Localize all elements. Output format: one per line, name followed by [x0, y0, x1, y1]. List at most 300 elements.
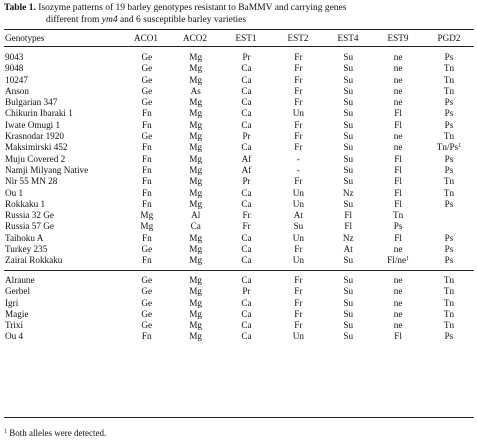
- isozyme-cell: [221, 188, 273, 199]
- isozyme-cell: [424, 331, 474, 342]
- isozyme-cell: [171, 221, 221, 232]
- isozyme-cell: [123, 275, 171, 286]
- cell-value: ne: [393, 275, 403, 285]
- cell-value: Pr: [242, 131, 251, 142]
- cell-value: Tn: [443, 176, 455, 187]
- cell-value: Mg: [189, 308, 202, 319]
- isozyme-cell: [272, 255, 324, 266]
- isozyme-cell: [171, 63, 221, 74]
- genotype-name-cell: [4, 309, 123, 320]
- cell-value: Su: [343, 320, 354, 331]
- isozyme-cell: [372, 97, 424, 108]
- isozyme-cell: [424, 154, 474, 165]
- genotype-name-cell: [4, 286, 123, 297]
- cell-value: Su: [293, 221, 304, 232]
- cell-value: Fl: [394, 153, 402, 164]
- cell-value: Mg: [189, 244, 203, 255]
- table-row: [4, 154, 474, 165]
- isozyme-cell: [123, 75, 171, 86]
- isozyme-cell: [272, 120, 324, 131]
- isozyme-cell: [123, 120, 171, 131]
- isozyme-cell: [424, 199, 474, 210]
- isozyme-cell: [372, 331, 424, 342]
- cell-value: Mg: [189, 331, 202, 342]
- isozyme-cell: [272, 286, 324, 297]
- isozyme-cell: [221, 176, 273, 187]
- isozyme-cell: [123, 221, 171, 232]
- cell-value: Ca: [241, 187, 252, 198]
- isozyme-cell: [221, 233, 273, 244]
- cell-value: Ge: [141, 63, 153, 74]
- isozyme-cell: [424, 142, 474, 153]
- footnote-reference: 1: [406, 256, 410, 263]
- column-header: EST2: [287, 33, 309, 43]
- cell-value: Mg: [189, 108, 203, 119]
- cell-value: Fl: [394, 331, 402, 342]
- isozyme-cell: [221, 255, 273, 266]
- cell-value: 9048: [5, 63, 24, 74]
- isozyme-cell: [372, 176, 424, 187]
- cell-value: Su: [343, 142, 354, 153]
- isozyme-cell: [123, 188, 171, 199]
- table-row: [4, 75, 474, 86]
- isozyme-cell: [324, 63, 372, 74]
- cell-value: Russia 57 Ge: [5, 221, 54, 232]
- isozyme-cell: [123, 176, 171, 187]
- cell-value: Nir 55 MN 28: [5, 176, 58, 187]
- isozyme-cell: [372, 120, 424, 131]
- table-row: [4, 309, 474, 320]
- resistant-genotypes-table: [4, 52, 474, 267]
- cell-value: Af: [241, 164, 252, 175]
- cell-value: Un: [292, 187, 304, 198]
- table-header: [4, 31, 474, 45]
- isozyme-cell: [123, 309, 171, 320]
- column-header: Genotypes: [5, 33, 45, 43]
- cell-value: Su: [343, 119, 354, 130]
- isozyme-cell: [372, 188, 424, 199]
- cell-value: Fr: [294, 297, 303, 308]
- isozyme-cell: [171, 52, 221, 63]
- cell-value: Mg: [189, 320, 202, 331]
- table-row: [4, 176, 474, 187]
- isozyme-cell: [324, 221, 372, 232]
- cell-value: Mg: [189, 52, 203, 62]
- cell-value: Fl: [344, 210, 353, 221]
- isozyme-cell: [221, 142, 273, 153]
- genotype-name-cell: [4, 221, 123, 232]
- isozyme-cell: [221, 86, 273, 97]
- cell-value: Ps: [444, 97, 454, 108]
- isozyme-cell: [123, 154, 171, 165]
- cell-value: Tn: [443, 74, 455, 85]
- isozyme-cell: [424, 97, 474, 108]
- genotype-name-cell: [4, 154, 123, 165]
- cell-value: Ps: [444, 244, 454, 255]
- cell-value: ne: [393, 52, 403, 62]
- genotype-name-cell: [4, 320, 123, 331]
- isozyme-cell: [171, 298, 221, 309]
- isozyme-cell: [171, 75, 221, 86]
- isozyme-cell: [372, 244, 424, 255]
- table-row: [4, 108, 474, 119]
- isozyme-cell: [424, 309, 474, 320]
- cell-value: At: [343, 244, 353, 255]
- isozyme-cell: [424, 165, 474, 176]
- isozyme-cell: [272, 75, 324, 86]
- cell-value: ne: [393, 142, 403, 153]
- isozyme-cell: [123, 86, 171, 97]
- isozyme-cell: [424, 188, 474, 199]
- cell-value: -: [296, 153, 300, 164]
- cell-value: Fn: [141, 331, 152, 342]
- isozyme-cell: [123, 255, 171, 266]
- isozyme-cell: [272, 298, 324, 309]
- cell-value: Ge: [141, 74, 153, 85]
- cell-value: Ca: [241, 308, 252, 319]
- isozyme-cell: [324, 255, 372, 266]
- cell-value: Fr: [294, 275, 303, 285]
- cell-value: Un: [292, 232, 304, 243]
- isozyme-cell: [424, 275, 474, 286]
- isozyme-cell: [272, 199, 324, 210]
- table-row: [4, 188, 474, 199]
- cell-value: Fr: [294, 308, 303, 319]
- cell-value: Fr: [294, 52, 303, 62]
- table-row: [4, 233, 474, 244]
- cell-value: Muju Covered 2: [5, 153, 66, 164]
- cell-value: ne: [393, 297, 403, 308]
- isozyme-cell: [171, 331, 221, 342]
- genotype-name-cell: [4, 331, 123, 342]
- isozyme-cell: [123, 320, 171, 331]
- cell-value: Mg: [189, 255, 203, 266]
- isozyme-cell: [324, 165, 372, 176]
- isozyme-cell: [221, 63, 273, 74]
- table-row: [4, 244, 474, 255]
- cell-value: Pr: [242, 52, 251, 62]
- genotype-name-cell: [4, 255, 123, 266]
- isozyme-cell: [372, 52, 424, 63]
- cell-value: Krasnodar 1920: [5, 131, 64, 142]
- isozyme-cell: [123, 244, 171, 255]
- cell-value: Trixi: [5, 320, 24, 331]
- cell-value: Ge: [141, 52, 153, 62]
- isozyme-cell: [324, 309, 372, 320]
- isozyme-cell: [171, 286, 221, 297]
- isozyme-cell: [272, 52, 324, 63]
- isozyme-cell: [324, 199, 372, 210]
- cell-value: Ca: [241, 244, 252, 255]
- genotype-name-cell: [4, 108, 123, 119]
- isozyme-cell: [324, 331, 372, 342]
- isozyme-cell: [171, 154, 221, 165]
- cell-value: Ca: [241, 63, 252, 74]
- cell-value: Mg: [189, 187, 203, 198]
- cell-value: Ca: [241, 297, 252, 308]
- genotype-name-cell: [4, 176, 123, 187]
- cell-value: Tn: [392, 210, 404, 221]
- isozyme-cell: [424, 120, 474, 131]
- cell-value: At: [293, 210, 303, 221]
- cell-value: Tn: [443, 308, 455, 319]
- cell-value: Pr: [242, 286, 251, 297]
- cell-value: Fl: [394, 164, 402, 175]
- column-header: EST9: [387, 33, 409, 43]
- cell-value: Su: [343, 286, 354, 297]
- table-row: [4, 255, 474, 266]
- table-row: [4, 165, 474, 176]
- cell-value: Ge: [141, 244, 153, 255]
- cell-value: Mg: [140, 221, 154, 232]
- isozyme-cell: [424, 63, 474, 74]
- cell-value: Ps: [444, 198, 454, 209]
- cell-value: Un: [292, 108, 304, 119]
- cell-value: Fr: [242, 221, 251, 232]
- cell-value: Ou 4: [5, 331, 24, 342]
- cell-value: Fn: [141, 153, 152, 164]
- table-row: [4, 286, 474, 297]
- cell-value: Mg: [189, 275, 202, 285]
- isozyme-cell: [324, 75, 372, 86]
- isozyme-cell: [123, 131, 171, 142]
- cell-value: Fr: [294, 244, 303, 255]
- isozyme-cell: [424, 75, 474, 86]
- cell-value: Fn: [141, 142, 152, 153]
- isozyme-cell: [221, 244, 273, 255]
- cell-value: Nz: [342, 232, 354, 243]
- genotype-name-cell: [4, 86, 123, 97]
- susceptible-varieties-table: [4, 275, 474, 343]
- cell-value: ne: [393, 63, 403, 74]
- isozyme-cell: [221, 298, 273, 309]
- cell-value: Mg: [189, 97, 203, 108]
- cell-value: Mg: [140, 210, 154, 221]
- isozyme-cell: [324, 244, 372, 255]
- table-label: Table 1.: [4, 3, 36, 13]
- isozyme-cell: [221, 165, 273, 176]
- cell-value: Mg: [189, 153, 203, 164]
- cell-value: Su: [343, 308, 354, 319]
- table-row: [4, 320, 474, 331]
- cell-value: Fn: [141, 164, 152, 175]
- isozyme-cell: [372, 221, 424, 232]
- cell-value: Ge: [141, 85, 153, 96]
- isozyme-cell: [324, 86, 372, 97]
- cell-value: Russia 32 Ge: [5, 210, 54, 221]
- caption-gene-name: ym4: [101, 15, 118, 25]
- isozyme-cell: [372, 320, 424, 331]
- cell-value: Nz: [342, 187, 354, 198]
- isozyme-cell: [272, 97, 324, 108]
- isozyme-cell: [372, 233, 424, 244]
- cell-value: Mg: [189, 74, 203, 85]
- isozyme-cell: [221, 199, 273, 210]
- cell-value: ne: [393, 85, 403, 96]
- isozyme-cell: [123, 286, 171, 297]
- cell-value: Mg: [189, 131, 203, 142]
- isozyme-cell: [123, 210, 171, 221]
- table-row: [4, 210, 474, 221]
- cell-value: Fl: [394, 187, 402, 198]
- isozyme-cell: [272, 221, 324, 232]
- cell-value: Chikurin Ibaraki 1: [5, 108, 73, 119]
- cell-value: Ge: [141, 286, 153, 297]
- cell-value: Ge: [141, 131, 153, 142]
- isozyme-cell: [221, 52, 273, 63]
- isozyme-cell: [272, 165, 324, 176]
- cell-value: Fl/ne: [387, 255, 407, 266]
- cell-value: Su: [343, 297, 354, 308]
- isozyme-cell: [123, 165, 171, 176]
- cell-value: Ge: [141, 297, 153, 308]
- cell-value: Su: [343, 52, 354, 62]
- cell-value: Ge: [141, 320, 153, 331]
- cell-value: ne: [393, 286, 403, 297]
- isozyme-cell: [272, 131, 324, 142]
- cell-value: Fn: [141, 119, 152, 130]
- genotype-name-cell: [4, 165, 123, 176]
- genotype-name-cell: [4, 188, 123, 199]
- genotype-name-cell: [4, 97, 123, 108]
- isozyme-cell: [424, 244, 474, 255]
- cell-value: -: [296, 164, 300, 175]
- cell-value: Fn: [141, 232, 152, 243]
- cell-value: Ps: [444, 52, 454, 62]
- isozyme-cell: [272, 275, 324, 286]
- cell-value: Un: [292, 198, 304, 209]
- table-row: [4, 131, 474, 142]
- cell-value: Ps: [444, 153, 454, 164]
- cell-value: Su: [343, 108, 354, 119]
- cell-value: Fr: [294, 176, 303, 187]
- isozyme-cell: [272, 244, 324, 255]
- table-row: [4, 221, 474, 232]
- isozyme-cell: [221, 108, 273, 119]
- cell-value: Su: [343, 153, 354, 164]
- cell-value: Mg: [189, 63, 203, 74]
- cell-value: ne: [393, 244, 403, 255]
- cell-value: As: [190, 85, 201, 96]
- cell-value: Fr: [294, 142, 303, 153]
- cell-value: Pr: [242, 176, 251, 187]
- footnote-mark: 1: [4, 429, 7, 435]
- genotype-name-cell: [4, 120, 123, 131]
- genotype-name-cell: [4, 199, 123, 210]
- cell-value: Un: [292, 331, 304, 342]
- cell-value: Ps: [393, 221, 403, 232]
- isozyme-cell: [272, 86, 324, 97]
- cell-value: Ca: [241, 108, 252, 119]
- isozyme-cell: [171, 108, 221, 119]
- isozyme-cell: [372, 165, 424, 176]
- isozyme-cell: [372, 286, 424, 297]
- isozyme-cell: [123, 233, 171, 244]
- isozyme-cell: [171, 244, 221, 255]
- isozyme-cell: [324, 131, 372, 142]
- cell-value: Tn/Ps: [436, 142, 459, 153]
- table-row: [4, 97, 474, 108]
- isozyme-cell: [324, 52, 372, 63]
- cell-value: Un: [292, 255, 304, 266]
- isozyme-cell: [221, 309, 273, 320]
- footnote-text: Both alleles were detected.: [9, 428, 107, 438]
- isozyme-cell: [372, 142, 424, 153]
- isozyme-cell: [221, 120, 273, 131]
- isozyme-cell: [221, 331, 273, 342]
- isozyme-cell: [424, 221, 474, 232]
- cell-value: Fr: [242, 210, 251, 221]
- cell-value: Ca: [241, 142, 252, 153]
- cell-value: Fn: [141, 108, 152, 119]
- cell-value: Anson: [5, 85, 29, 96]
- isozyme-cell: [324, 320, 372, 331]
- cell-value: Igri: [5, 297, 19, 308]
- cell-value: Mg: [189, 198, 203, 209]
- table-row: [4, 275, 474, 286]
- cell-value: Mg: [189, 142, 203, 153]
- top-rule: [4, 29, 474, 30]
- cell-value: Ps: [444, 232, 454, 243]
- table-row: [4, 86, 474, 97]
- cell-value: Su: [343, 97, 354, 108]
- genotype-name-cell: [4, 298, 123, 309]
- genotype-name-cell: [4, 275, 123, 286]
- isozyme-cell: [272, 63, 324, 74]
- cell-value: Mg: [189, 119, 203, 130]
- bottom-rule: [4, 417, 474, 418]
- caption-text-part2b: and 6 susceptible barley varieties: [117, 15, 247, 25]
- table-row: [4, 52, 474, 63]
- cell-value: Ca: [241, 275, 252, 285]
- isozyme-cell: [272, 188, 324, 199]
- cell-value: Bulgarian 347: [5, 97, 58, 108]
- isozyme-cell: [171, 199, 221, 210]
- isozyme-cell: [171, 97, 221, 108]
- footnote: [4, 428, 106, 439]
- isozyme-cell: [272, 320, 324, 331]
- isozyme-cell: [272, 331, 324, 342]
- cell-value: ne: [393, 131, 403, 142]
- cell-value: Fr: [294, 85, 303, 96]
- cell-value: Ge: [141, 97, 153, 108]
- table-row: [4, 199, 474, 210]
- isozyme-cell: [372, 255, 424, 266]
- isozyme-cell: [372, 309, 424, 320]
- table-row: [4, 331, 474, 342]
- caption-text-part2a: different from: [46, 15, 102, 25]
- cell-value: Fr: [294, 320, 303, 331]
- isozyme-cell: [171, 233, 221, 244]
- cell-value: Tn: [443, 63, 455, 74]
- cell-value: Ou 1: [5, 187, 24, 198]
- isozyme-cell: [171, 165, 221, 176]
- cell-value: Fr: [294, 119, 303, 130]
- cell-value: Su: [343, 176, 354, 187]
- isozyme-cell: [424, 320, 474, 331]
- cell-value: Fr: [294, 74, 303, 85]
- genotype-name-cell: [4, 75, 123, 86]
- isozyme-cell: [372, 275, 424, 286]
- isozyme-cell: [171, 176, 221, 187]
- cell-value: Ca: [241, 74, 252, 85]
- cell-value: Tn: [443, 131, 455, 142]
- cell-value: Fn: [141, 255, 152, 266]
- header-row: [4, 31, 474, 45]
- isozyme-cell: [272, 142, 324, 153]
- isozyme-cell: [324, 210, 372, 221]
- isozyme-cell: [123, 298, 171, 309]
